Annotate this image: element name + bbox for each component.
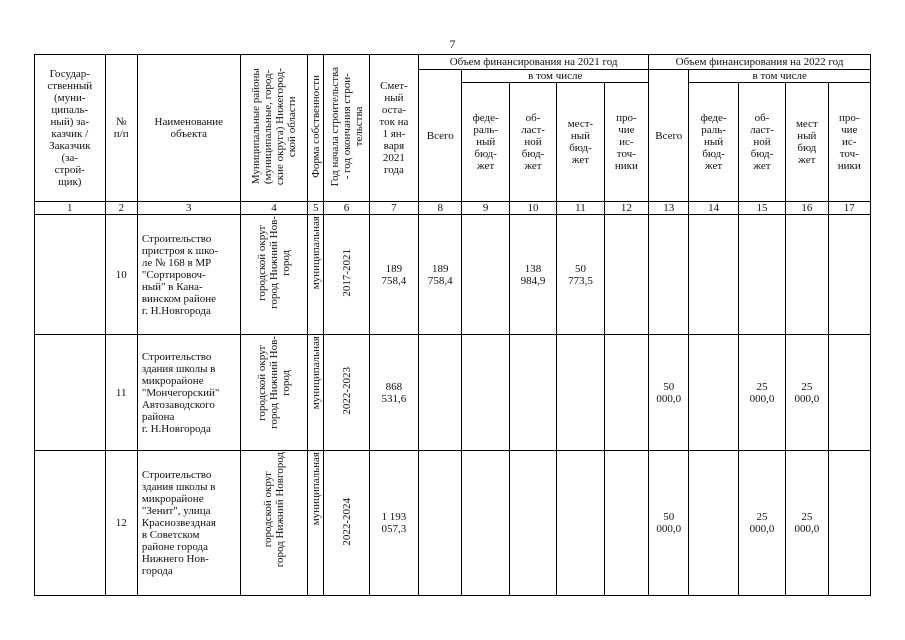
row-ownership (308, 335, 324, 451)
row-district-text: городской округ город Нижний Нов- город (255, 216, 292, 309)
col-number: 15 (738, 202, 785, 215)
row-regional-2021: 138 984,9 (509, 215, 556, 335)
header-including-2022: в том числе (689, 70, 871, 83)
row-balance: 1 193 057,3 (369, 451, 418, 596)
row-ownership-text: муниципальная (309, 452, 322, 526)
row-balance: 868 531,6 (369, 335, 418, 451)
row-total-2022 (649, 215, 689, 335)
row-federal-2022 (689, 335, 738, 451)
row-district (240, 451, 308, 596)
row-ownership-text: муниципальная (309, 216, 322, 290)
header-districts-text: Муниципальные районы (муниципальные, город- ские округа) Нижегород- ской области (249, 67, 298, 186)
header-fin-2021: Объем финансирования на 2021 год (419, 55, 649, 70)
row-local-2022: 25 000,0 (786, 451, 828, 596)
table-row (35, 215, 871, 335)
row-regional-2021 (509, 335, 556, 451)
col-number: 1 (35, 202, 106, 215)
table-row (35, 335, 871, 451)
header-fin-2022: Объем финансирования на 2022 год (649, 55, 871, 70)
page-number: 7 (449, 37, 456, 51)
row-federal-2021 (462, 335, 509, 451)
header-local-2021: мест- ный бюд- жет (557, 83, 604, 202)
row-object: Строительство здания школы в микрорайоне "Мончегорский" Автозаводского района г. Н.Новгорода (137, 335, 240, 451)
row-total-2022: 50 000,0 (649, 335, 689, 451)
row-regional-2022: 25 000,0 (738, 451, 785, 596)
row-balance: 189 758,4 (369, 215, 418, 335)
col-number: 14 (689, 202, 738, 215)
row-district (240, 215, 308, 335)
row-federal-2021 (462, 451, 509, 596)
row-ownership-text: муниципальная (309, 336, 322, 410)
header-row-1 (35, 55, 871, 70)
col-number: 13 (649, 202, 689, 215)
row-district-text: городской округ город Нижний Новгород (261, 452, 286, 568)
row-customer (35, 451, 106, 596)
row-customer (35, 215, 106, 335)
header-regional-2021: об- ласт- ной бюд- жет (509, 83, 556, 202)
row-regional-2022 (738, 215, 785, 335)
col-number: 3 (137, 202, 240, 215)
row-other-2022 (828, 215, 870, 335)
col-number: 5 (308, 202, 324, 215)
row-ownership (308, 215, 324, 335)
row-district (240, 335, 308, 451)
header-federal-2022: феде- раль- ный бюд- жет (689, 83, 738, 202)
row-total-2021 (419, 335, 462, 451)
row-regional-2021 (509, 451, 556, 596)
header-including-2021: в том числе (462, 70, 649, 83)
header-ownership-text: Форма собственности (309, 75, 322, 178)
header-total-2022: Всего (649, 70, 689, 202)
row-num: 11 (105, 335, 137, 451)
table-row (35, 451, 871, 596)
row-local-2021 (557, 451, 604, 596)
col-number: 6 (324, 202, 369, 215)
row-total-2021: 189 758,4 (419, 215, 462, 335)
row-federal-2022 (689, 215, 738, 335)
row-years-text: 2022-2023 (340, 367, 353, 415)
row-years-text: 2022-2024 (340, 497, 353, 546)
row-other-2021 (604, 451, 648, 596)
row-federal-2022 (689, 451, 738, 596)
financing-table (34, 54, 871, 596)
header-other-2021: про- чие ис- точ- ники (604, 83, 648, 202)
row-object: Строительство пристроя к шко- ле № 168 в МР "Сортировоч- ный" в Кана- винском районе г. Н.Новгорода (137, 215, 240, 335)
row-other-2022 (828, 335, 870, 451)
row-regional-2022: 25 000,0 (738, 335, 785, 451)
header-local-2022: мест ный бюд жет (786, 83, 828, 202)
header-ownership (308, 55, 324, 202)
header-estimated-balance: Смет- ный оста- ток на 1 ян- варя 2021 года (369, 55, 418, 202)
col-number: 10 (509, 202, 556, 215)
header-total-2021: Всего (419, 70, 462, 202)
row-local-2021: 50 773,5 (557, 215, 604, 335)
row-years-text: 2017-2021 (340, 249, 353, 297)
header-regional-2022: об- ласт- ной бюд- жет (738, 83, 785, 202)
row-local-2022: 25 000,0 (786, 335, 828, 451)
row-district-text: городской округ город Нижний Нов- город (255, 336, 292, 429)
row-years (324, 451, 369, 596)
col-number: 7 (369, 202, 418, 215)
header-num: № п/п (105, 55, 137, 202)
row-ownership (308, 451, 324, 596)
col-number: 9 (462, 202, 509, 215)
row-local-2021 (557, 335, 604, 451)
row-other-2022 (828, 451, 870, 596)
row-other-2021 (604, 215, 648, 335)
header-years (324, 55, 369, 202)
col-number: 17 (828, 202, 870, 215)
header-federal-2021: феде- раль- ный бюд- жет (462, 83, 509, 202)
row-customer (35, 335, 106, 451)
row-local-2022 (786, 215, 828, 335)
header-years-text: Год начала строительства - год окончания строи- тельства (328, 66, 365, 187)
row-total-2022: 50 000,0 (649, 451, 689, 596)
row-years (324, 335, 369, 451)
row-years (324, 215, 369, 335)
col-number: 4 (240, 202, 308, 215)
header-other-2022: про- чие ис- точ- ники (828, 83, 870, 202)
header-districts (240, 55, 308, 202)
row-federal-2021 (462, 215, 509, 335)
row-num: 10 (105, 215, 137, 335)
col-number: 16 (786, 202, 828, 215)
header-customer: Государ- ственный (муни- ципаль- ный) за- казчик / Заказчик (за- строй- щик) (35, 55, 106, 202)
col-number: 12 (604, 202, 648, 215)
col-number: 2 (105, 202, 137, 215)
column-numbers-row (35, 202, 871, 215)
row-object: Строительство здания школы в микрорайоне "Зенит", улица Краснозвездная в Советском районе города Нижнего Нов- города (137, 451, 240, 596)
row-num: 12 (105, 451, 137, 596)
row-total-2021 (419, 451, 462, 596)
header-object-name: Наименование объекта (137, 55, 240, 202)
col-number: 11 (557, 202, 604, 215)
col-number: 8 (419, 202, 462, 215)
row-other-2021 (604, 335, 648, 451)
